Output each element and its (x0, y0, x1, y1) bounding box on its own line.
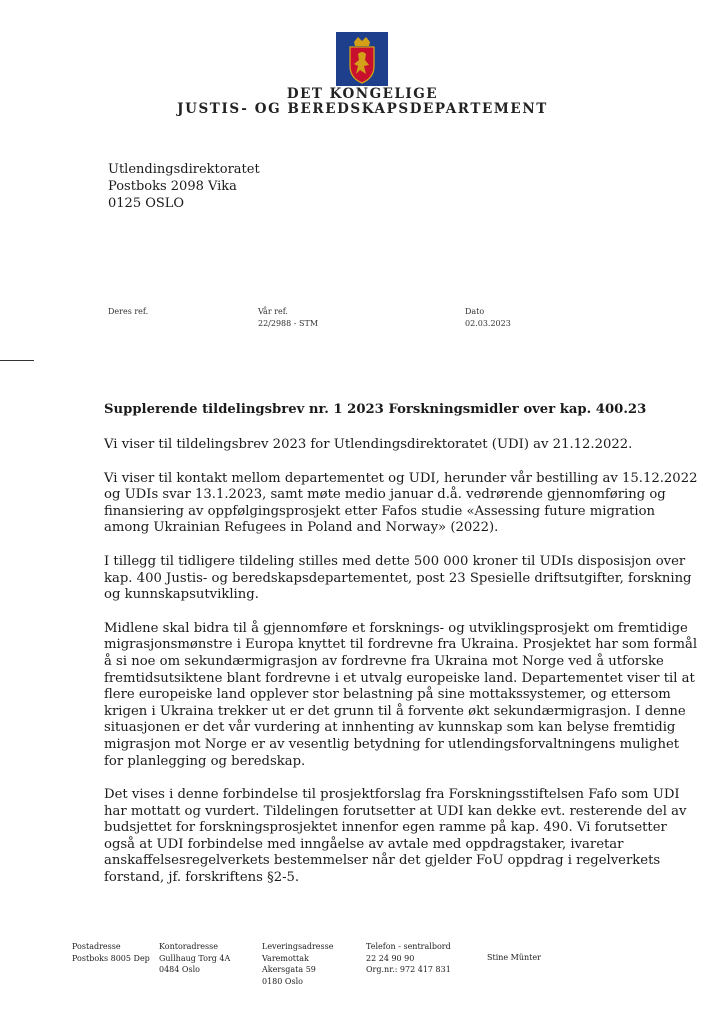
text-line: among Ukrainian Refugees in Poland and Norway» (2022). (104, 520, 499, 536)
recipient-address (108, 161, 260, 212)
ministry-header-line2: JUSTIS- OG BEREDSKAPSDEPARTEMENT (177, 101, 548, 117)
text-line: migrasjonsmønstre i Europa knyttet til fordrevne fra Ukraina. Prosjektet har som formål (104, 637, 698, 653)
letter-body (104, 437, 698, 904)
footer-value: Postboks 8005 Dep (72, 953, 150, 963)
footer-label: Kontoradresse (159, 942, 218, 951)
text-line: situasjonen er det vår vurdering at innhenting av kunnskap som kan belyse fremtidig (104, 720, 676, 736)
text-line: fremtidsutsiktene blant fordrevne i et utvalg europeiske land. Departementet viser til at (104, 670, 695, 686)
footer-value: Akersgata 59 (262, 965, 316, 974)
deres-ref-label: Deres ref. (108, 307, 149, 316)
coat-of-arms-icon (336, 32, 388, 86)
footer-leveringsadresse (262, 941, 333, 987)
text-line: forstand, jf. forskriftens §2-5. (104, 870, 300, 886)
contact-name: Stine Münter (487, 953, 541, 962)
text-line: Vi viser til tildelingsbrev 2023 for Utlendingsdirektoratet (UDI) av 21.12.2022. (104, 437, 633, 452)
date-ref (465, 306, 511, 330)
footer-label: Telefon - sentralbord (366, 942, 451, 951)
paragraph (104, 437, 664, 454)
var-ref-label: Vår ref. (258, 307, 288, 316)
text-line: Det vises i denne forbindelse til prosjektforslag fra Forskningsstiftelsen Fafo som UDI (104, 787, 680, 803)
footer-postadresse (72, 941, 150, 964)
text-line: har mottatt og vurdert. Tildelingen forutsetter at UDI kan dekke evt. resterende del av (104, 803, 687, 819)
text-line: for planlegging og beredskap. (104, 753, 306, 769)
text-line: kap. 400 Justis- og beredskapsdepartementet, post 23 Spesielle driftsutgifter, forskning (104, 570, 692, 586)
footer-kontoradresse (159, 941, 230, 976)
fold-mark (0, 360, 34, 361)
paragraph (104, 470, 698, 537)
paragraph (104, 787, 687, 887)
deres-ref (108, 306, 148, 318)
ministry-header-line1: DET KONGELIGE (286, 86, 439, 102)
var-ref (258, 306, 318, 330)
text-line: krigen i Ukraina trekker ut er det grunn til å forvente økt sekundærmigrasjon. I denne (104, 703, 686, 719)
footer-value: 0180 Oslo (262, 976, 303, 986)
date-value: 02.03.2023 (465, 319, 511, 328)
text-line: Vi viser til kontakt mellom departementet og UDI, herunder vår bestilling av 15.12.2022 (104, 470, 698, 486)
date-label: Dato (465, 307, 485, 316)
text-line: flere europeiske land opplever stor belastning på sine mottakssystemer, og ettersom (104, 687, 671, 703)
var-ref-value: 22/2988 - STM (258, 319, 319, 328)
footer-value: 22 24 90 90 (366, 953, 415, 963)
footer-contact (487, 952, 541, 964)
text-line: også at UDI forbindelse med inngåelse av avtale med oppdragstaker, ivaretar (104, 836, 624, 852)
text-line: migrasjon mot Norge er av vesentlig betydning for utlendingsforvaltningens mulighet (104, 736, 680, 752)
paragraph (104, 553, 692, 604)
text-line: Midlene skal bidra til å gjennomføre et forsknings- og utviklingsprosjekt om fremtidige (104, 620, 688, 636)
paragraph (104, 620, 698, 770)
letter-subject: Supplerende tildelingsbrev nr. 1 2023 Forskningsmidler over kap. 400.23 (104, 402, 647, 417)
text-line: og kunnskapsutvikling. (104, 587, 259, 603)
text-line: finansiering av oppfølgingsprosjekt etter Fafos studie «Assessing future migration (104, 503, 656, 519)
recipient-name: Utlendingsdirektoratet (108, 162, 260, 177)
footer-label: Postadresse (72, 942, 121, 951)
footer-telefon (366, 941, 451, 976)
text-line: I tillegg til tidligere tildeling stilles med dette 500 000 kroner til UDIs disposisjon over (104, 553, 686, 569)
footer-value: Varemottak (262, 953, 309, 963)
recipient-city: 0125 OSLO (108, 196, 185, 211)
text-line: anskaffelsesregelverkets bestemmelser når det gjelder FoU oppdrag i regelverkets (104, 853, 661, 869)
text-line: og UDIs svar 13.1.2023, samt møte medio januar d.å. vedrørende gjennomføring og (104, 487, 666, 503)
text-line: budsjettet for forskningsprosjektet innenfor egen ramme på kap. 490. Vi forutsetter (104, 820, 667, 836)
text-line: å si noe om sekundærmigrasjon av fordrevne fra Ukraina mot Norge ved å utforske (104, 653, 664, 669)
footer-value: Org.nr.: 972 417 831 (366, 965, 451, 974)
footer-value: 0484 Oslo (159, 965, 200, 974)
footer-label: Leveringsadresse (262, 942, 334, 951)
recipient-street: Postboks 2098 Vika (108, 179, 237, 194)
footer-value: Gullhaug Torg 4A (159, 953, 231, 963)
